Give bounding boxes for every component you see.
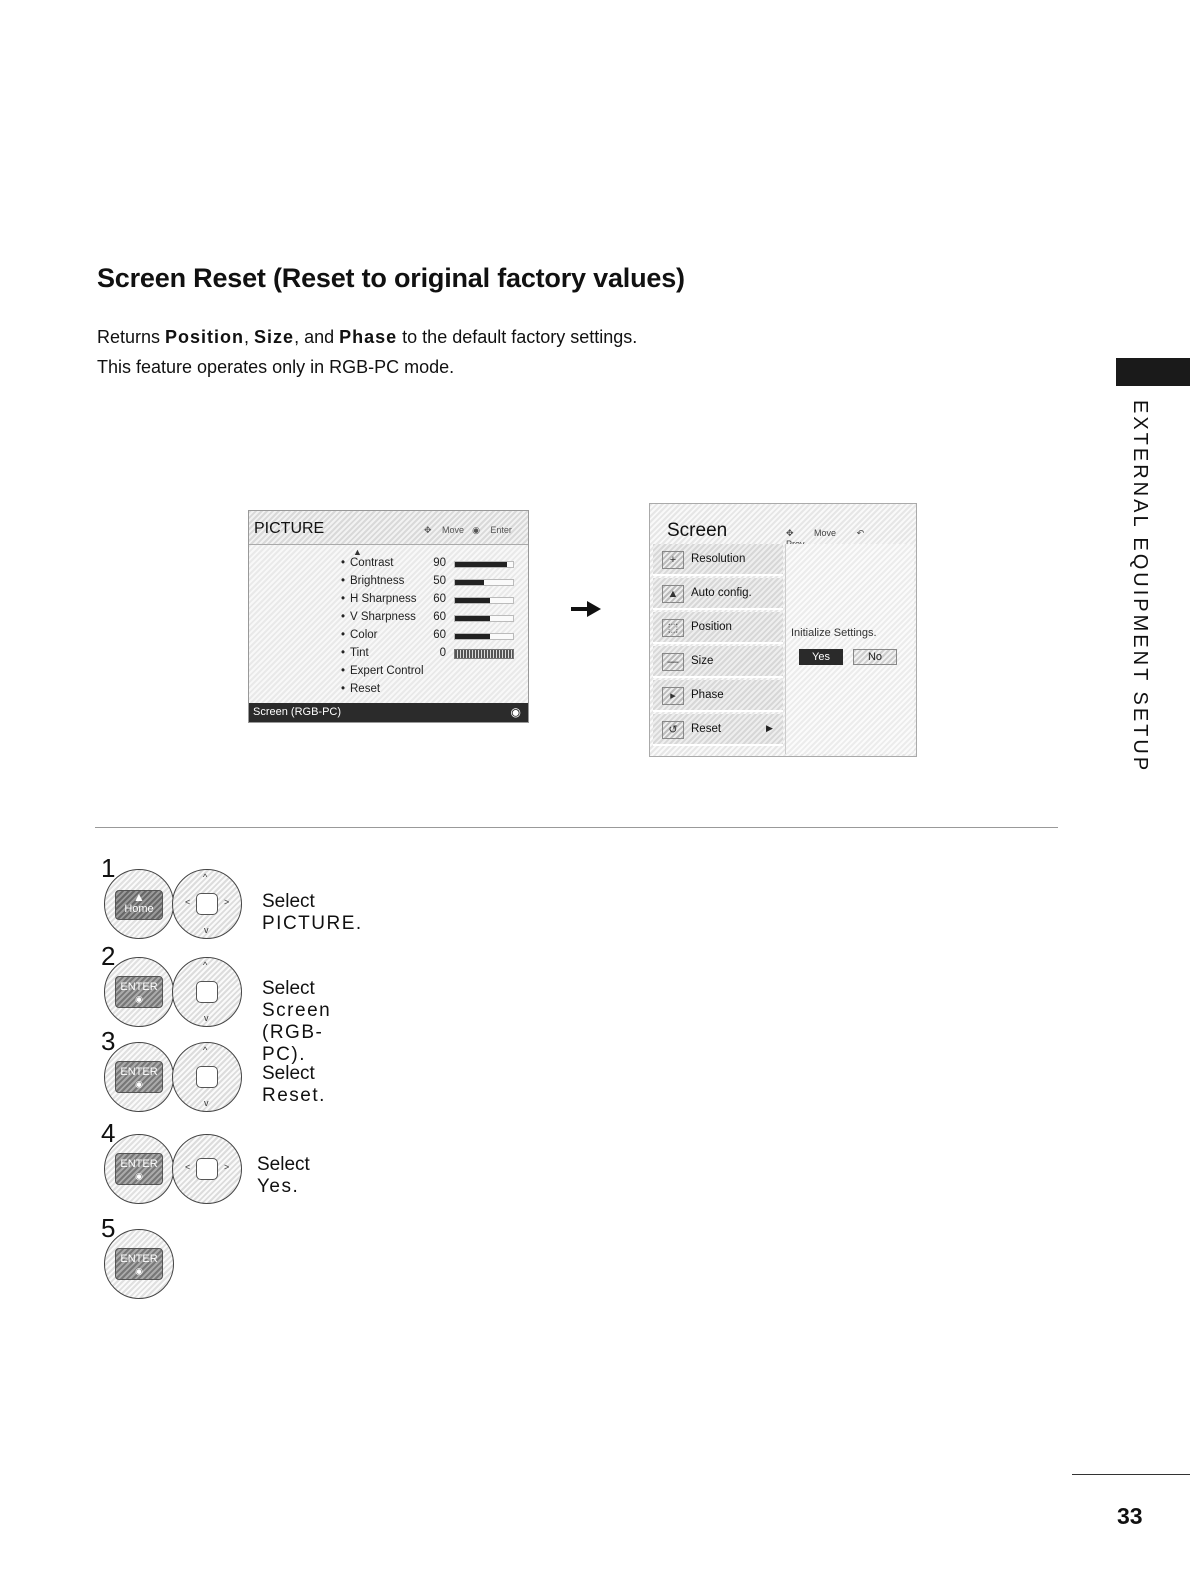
screen-item-phase[interactable]: ▸ Phase — [653, 680, 783, 712]
step-number: 3 — [101, 1026, 116, 1056]
ok-key — [196, 893, 218, 915]
side-tab-marker — [1116, 358, 1190, 386]
home-icon: ▲ — [133, 890, 145, 904]
step-2-text: Select Screen (RGB-PC). — [262, 978, 332, 1065]
yes-button[interactable]: Yes — [799, 649, 843, 665]
arrow-right-icon — [571, 601, 601, 617]
nav-pad-left-right[interactable] — [172, 869, 242, 939]
size-icon: — — [662, 653, 684, 671]
enter-button[interactable]: ENTER ◉ — [104, 1042, 174, 1112]
intro-line-2: This feature operates only in RGB-PC mode. — [97, 357, 455, 377]
right-arrow-icon: > — [224, 897, 230, 907]
enter-dot-icon: ◉ — [135, 1079, 143, 1089]
picture-item-color[interactable]: • Color 60 — [341, 629, 521, 647]
enter-dot-icon: ◉ — [135, 1171, 143, 1181]
intro-line-1: Returns Position, Size, and Phase to the default factory settings. — [97, 327, 638, 347]
nav-pad-up-down[interactable] — [172, 957, 242, 1027]
tint-bar — [454, 649, 514, 659]
picture-item-h-sharpness[interactable]: • H Sharpness 60 — [341, 593, 521, 611]
up-arrow-icon: ^ — [203, 872, 208, 882]
enter-button[interactable]: ENTER ◉ — [104, 957, 174, 1027]
screen-menu-hints: ✥ Move ↶ — [786, 528, 865, 538]
picture-item-screen-selected[interactable]: Screen (RGB-PC) ◉ — [249, 703, 528, 722]
divider — [95, 827, 1058, 828]
phase-icon: ▸ — [662, 687, 684, 705]
position-icon: ⬚ — [662, 619, 684, 637]
enter-icon: ◉ — [472, 525, 483, 535]
right-arrow-icon: > — [224, 1162, 230, 1172]
nav-pad-up-down[interactable] — [172, 1042, 242, 1112]
down-arrow-icon: v — [204, 1013, 209, 1023]
step-1-text: Select PICTURE. — [262, 891, 362, 934]
step-number: 4 — [101, 1118, 116, 1148]
side-tab-label: EXTERNAL EQUIPMENT SETUP — [1129, 400, 1151, 774]
down-arrow-icon: v — [204, 1098, 209, 1108]
page-title: Screen Reset (Reset to original factory values) — [97, 263, 685, 293]
nav-pad-left-right[interactable] — [172, 1134, 242, 1204]
step-number: 2 — [101, 941, 116, 971]
up-arrow-icon: ^ — [203, 960, 208, 970]
initialize-prompt: Initialize Settings. — [791, 627, 877, 639]
no-button[interactable]: No — [853, 649, 897, 665]
move-icon: ✥ — [424, 525, 435, 535]
enter-icon: ◉ — [510, 705, 521, 719]
enter-button[interactable]: ENTER ◉ — [104, 1134, 174, 1204]
picture-item-contrast[interactable]: • Contrast 90 — [341, 557, 521, 575]
ok-key — [196, 981, 218, 1003]
screen-item-resolution[interactable]: + Resolution — [653, 544, 783, 576]
ok-key — [196, 1066, 218, 1088]
picture-menu-hints: ✥ Move ◉ Enter — [424, 525, 512, 535]
v-sharpness-bar — [454, 615, 514, 622]
intro-text — [97, 322, 637, 382]
scroll-up-icon: ▲ — [353, 547, 362, 557]
prev-icon: ↶ — [854, 528, 865, 538]
screen-item-size[interactable]: — Size — [653, 646, 783, 678]
auto-config-icon: ▲ — [662, 585, 684, 603]
footer-line — [1072, 1474, 1190, 1475]
reset-icon: ↺ — [662, 721, 684, 739]
color-bar — [454, 633, 514, 640]
left-arrow-icon: < — [185, 1162, 191, 1172]
up-arrow-icon: ^ — [203, 1045, 208, 1055]
home-button[interactable]: ▲ Home — [104, 869, 174, 939]
contrast-bar — [454, 561, 514, 568]
resolution-icon: + — [662, 551, 684, 569]
submenu-arrow-icon: ▶ — [766, 723, 773, 733]
screen-item-position[interactable]: ⬚ Position — [653, 612, 783, 644]
enter-dot-icon: ◉ — [135, 994, 143, 1004]
move-icon: ✥ — [786, 528, 797, 538]
brightness-bar — [454, 579, 514, 586]
screen-item-reset[interactable]: ↺ Reset ▶ — [653, 714, 783, 746]
screen-menu-title: Screen — [667, 520, 728, 541]
step-number: 1 — [101, 853, 116, 883]
left-arrow-icon: < — [185, 897, 191, 907]
picture-item-expert-control[interactable]: • Expert Control — [341, 665, 424, 677]
picture-menu — [248, 510, 529, 723]
picture-item-tint[interactable]: • Tint 0 — [341, 647, 521, 665]
down-arrow-icon: v — [204, 925, 209, 935]
picture-menu-title: PICTURE — [254, 520, 325, 537]
picture-item-brightness[interactable]: • Brightness 50 — [341, 575, 521, 593]
enter-dot-icon: ◉ — [135, 1266, 143, 1276]
screen-menu — [649, 503, 917, 757]
enter-button[interactable]: ENTER ◉ — [104, 1229, 174, 1299]
picture-item-reset[interactable]: • Reset — [341, 683, 381, 695]
screen-item-auto-config[interactable]: ▲ Auto config. — [653, 578, 783, 610]
step-3-text: Select Reset. — [262, 1063, 325, 1106]
picture-menu-header — [249, 511, 528, 545]
ok-key — [196, 1158, 218, 1180]
step-4-text: Select Yes. — [257, 1154, 310, 1197]
h-sharpness-bar — [454, 597, 514, 604]
step-number: 5 — [101, 1213, 116, 1243]
page-number: 33 — [1117, 1503, 1143, 1529]
picture-item-v-sharpness[interactable]: • V Sharpness 60 — [341, 611, 521, 629]
